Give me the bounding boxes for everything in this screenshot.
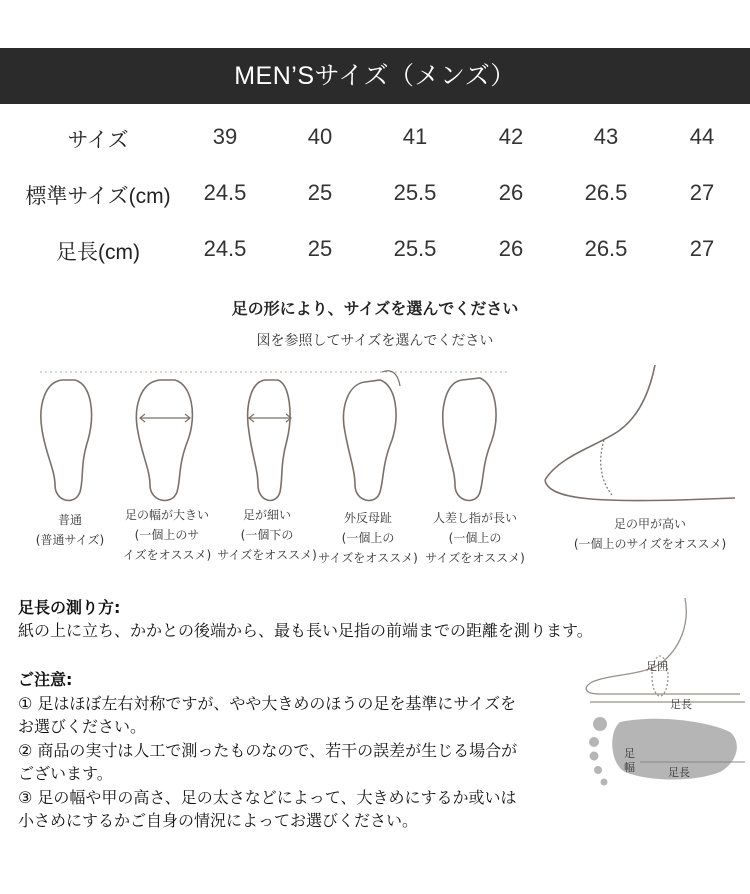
caption-bunion: 外反母趾 (一個上の サイズをオススメ) (318, 511, 418, 565)
note-line: お選びください。 (18, 717, 147, 736)
cell: 27 (689, 236, 715, 261)
row-label: 足長(cm) (56, 241, 140, 264)
foot-length-row (0, 236, 750, 276)
foot-normal-icon (41, 380, 92, 500)
foot-guide-subtitle: 図を参照してサイズを選んでください (256, 333, 494, 349)
cell: 24.5 (203, 180, 247, 205)
cell: 26.5 (584, 236, 628, 261)
side-foot-icon (586, 598, 740, 694)
standard-size-row (0, 180, 750, 220)
caption-high-instep: 足の甲が高い (一個上のサイズをオススメ) (573, 517, 727, 551)
high-instep-icon (545, 365, 735, 501)
girth-label: 足囲 (646, 660, 668, 673)
instep-measure-icon (601, 440, 612, 495)
note-line: ③ 足の幅や甲の高さ、足の太さなどによって、大きめにするか或いは (18, 787, 517, 807)
foot-guide-title: 足の形により、サイズを選んでください (231, 299, 519, 318)
cell: 26 (498, 236, 524, 261)
note-line: ございます。 (18, 764, 113, 783)
size-row (0, 124, 750, 164)
cell: 26 (498, 180, 524, 205)
notes-section (18, 668, 517, 833)
measure-section (18, 596, 593, 642)
measure-heading: 足長の測り方: (18, 598, 121, 617)
foot-bunion-icon (344, 380, 396, 500)
bunion-arrow-icon (382, 371, 400, 386)
foot-long-toe-icon (443, 378, 496, 500)
cell: 25 (307, 180, 333, 205)
cell: 25.5 (393, 180, 437, 205)
note-line: ② 商品の実寸は人工で測ったものなので、若干の誤差が生じる場合が (18, 740, 518, 760)
width-label-top: 足 (624, 747, 635, 760)
measure-text: 紙の上に立ち、かかとの後端から、最も長い足指の前端までの距離を測ります。 (18, 621, 593, 640)
size-chart-banner: MEN’Sサイズ（メンズ） (0, 48, 750, 104)
cell: 24.5 (203, 236, 247, 261)
cell: 42 (498, 124, 524, 149)
caption-wide: 足の幅が大きい (一個上のサ イズをオススメ) (122, 508, 212, 562)
note-line: 小さめにするかご自身の情況によってお選びください。 (18, 811, 419, 830)
cell: 44 (689, 124, 715, 149)
cell: 43 (593, 124, 619, 149)
cell: 25 (307, 236, 333, 261)
cell: 27 (689, 180, 715, 205)
cell: 26.5 (584, 180, 628, 205)
row-label: サイズ (67, 129, 129, 152)
footprint-icon (589, 717, 737, 786)
note-line: ① 足はほぼ左右対称ですが、やや大きめのほうの足を基準にサイズを (18, 693, 517, 713)
cell: 40 (307, 124, 333, 149)
foot-narrow-icon (248, 380, 290, 500)
measure-diagram (580, 594, 750, 804)
cell: 41 (402, 124, 428, 149)
foot-shape-diagrams (0, 360, 750, 510)
row-label: 標準サイズ(cm) (25, 185, 171, 208)
footprint-length-label: 足長 (668, 766, 690, 779)
cell: 39 (212, 124, 238, 149)
caption-normal: 普通 (普通サイズ) (35, 513, 105, 547)
length-label: 足長 (670, 698, 692, 711)
cell: 25.5 (393, 236, 437, 261)
notes-heading: ご注意: (18, 670, 73, 689)
caption-long-toe: 人差し指が長い (一個上の サイズをオススメ) (425, 511, 525, 565)
foot-wide-icon (136, 380, 192, 500)
caption-narrow: 足が細い (一個下の サイズをオススメ) (217, 508, 317, 562)
width-label-bottom: 幅 (624, 761, 635, 774)
